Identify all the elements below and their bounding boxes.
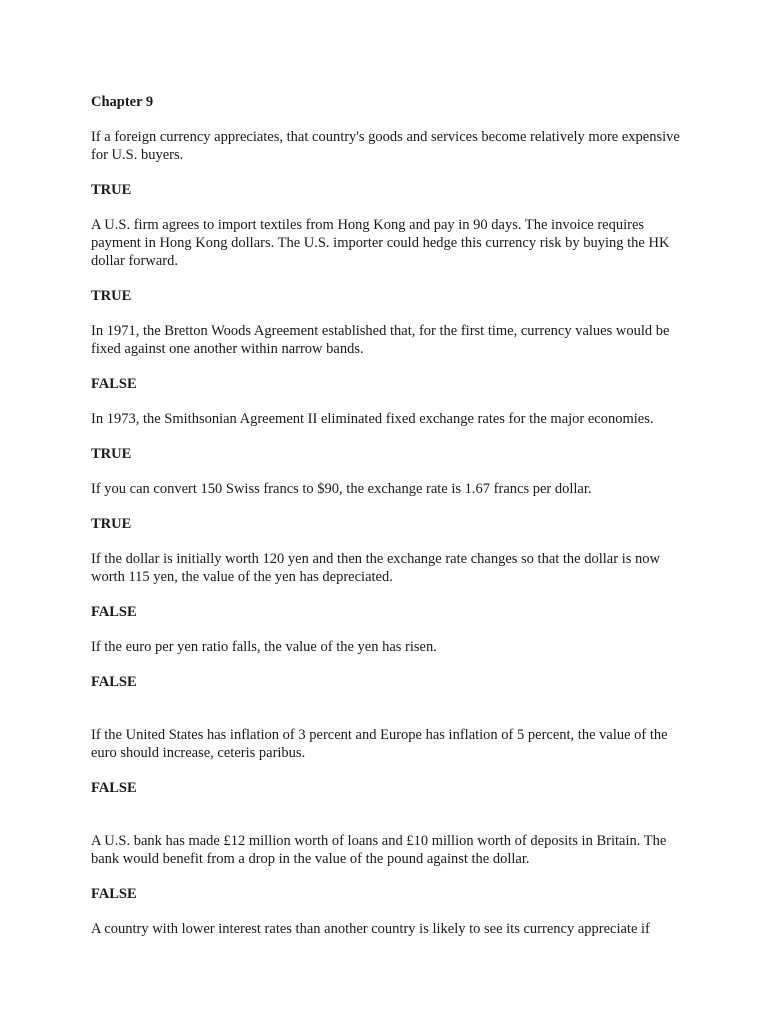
answer-4: TRUE xyxy=(91,446,132,462)
question-8: If the United States has inflation of 3 percent and Europe has inflation of 5 percent, the value of the euro should increase, ceteris paribus. xyxy=(91,727,668,761)
chapter-title: Chapter 9 xyxy=(91,94,154,110)
question-9: A U.S. bank has made £12 million worth of loans and £10 million worth of deposits in Britain. The bank would benefit from a drop in the value of the pound against the dollar. xyxy=(91,833,667,867)
question-7: If the euro per yen ratio falls, the value of the yen has risen. xyxy=(91,639,437,655)
question-4: In 1973, the Smithsonian Agreement II eliminated fixed exchange rates for the major economies. xyxy=(91,411,654,427)
question-2: A U.S. firm agrees to import textiles from Hong Kong and pay in 90 days. The invoice requires payment in Hong Kong dollars. The U.S. importer could hedge this currency risk by buying the HK dollar forward. xyxy=(91,217,670,269)
answer-6: FALSE xyxy=(91,604,137,620)
answer-2: TRUE xyxy=(91,288,132,304)
document-page xyxy=(91,93,691,955)
answer-3: FALSE xyxy=(91,376,137,392)
answer-5: TRUE xyxy=(91,516,132,532)
question-6: If the dollar is initially worth 120 yen and then the exchange rate changes so that the dollar is now worth 115 yen, the value of the yen has depreciated. xyxy=(91,551,660,585)
question-3: In 1971, the Bretton Woods Agreement established that, for the first time, currency values would be fixed against one another within narrow bands. xyxy=(91,323,670,357)
answer-1: TRUE xyxy=(91,182,132,198)
answer-9: FALSE xyxy=(91,886,137,902)
question-1: If a foreign currency appreciates, that country's goods and services become relatively more expensive for U.S. buyers. xyxy=(91,129,680,163)
question-5: If you can convert 150 Swiss francs to $90, the exchange rate is 1.67 francs per dollar. xyxy=(91,481,592,497)
question-10: A country with lower interest rates than another country is likely to see its currency appreciate if xyxy=(91,921,650,937)
answer-7: FALSE xyxy=(91,674,137,690)
answer-8: FALSE xyxy=(91,780,137,796)
